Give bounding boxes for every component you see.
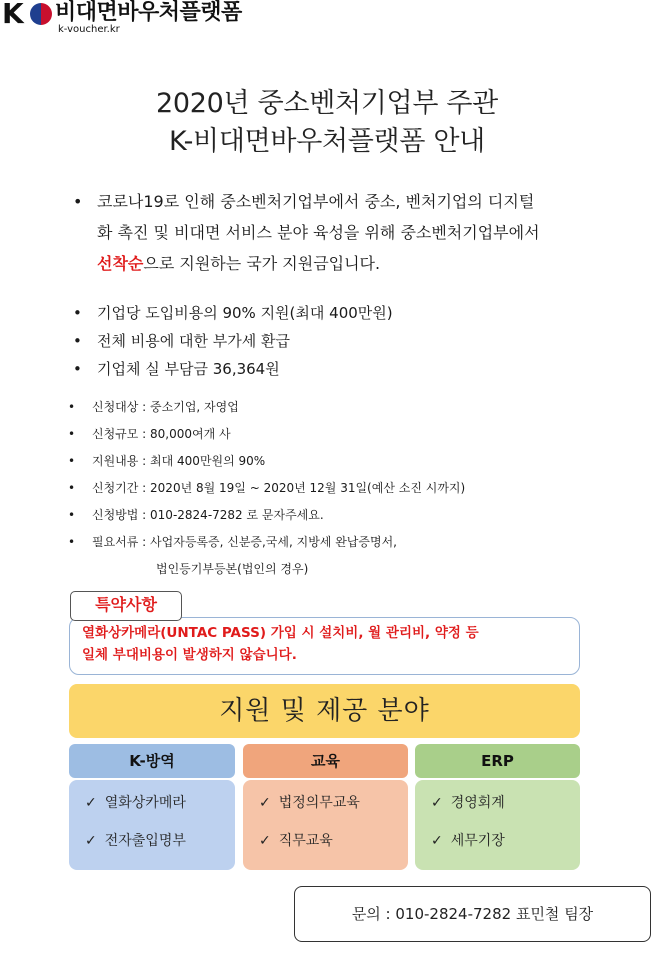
column-erp [415, 780, 580, 870]
notice-label: 특약사항 [70, 591, 182, 621]
intro-highlight: 선착순 [97, 254, 144, 273]
intro-line1: • 코로나19로 인해 중소벤처기업부에서 중소, 벤처기업의 디지털 [97, 192, 535, 211]
intro-bullet [97, 186, 637, 217]
list-item: ✓ 법정의무교육 [259, 795, 360, 811]
notice-text [82, 622, 572, 666]
benefit-item: • 기업체 실 부담금 36,364원 [97, 355, 637, 383]
check-icon: ✓ [431, 795, 443, 811]
taegeuk-icon [30, 3, 52, 25]
detail-item-continued: 법인등기부등본(법인의 경우) [156, 562, 309, 576]
intro-line3 [97, 248, 637, 279]
column-education [243, 780, 408, 870]
column-header-k-bangyeok: K-방역 [69, 744, 235, 778]
logo-url: k-voucher.kr [58, 24, 120, 35]
details-list [92, 394, 632, 583]
list-item: ✓ 열화상카메라 [85, 795, 186, 811]
list-item: ✓ 경영회계 [431, 795, 505, 811]
intro-line2: 화 촉진 및 비대면 서비스 분야 육성을 위해 중소벤처기업부에서 [97, 223, 540, 242]
logo-name: 비대면바우처플랫폼 [55, 0, 242, 25]
detail-item: • 신청기간 : 2020년 8월 19일 ~ 2020년 12월 31일(예산 소진 시까지) [92, 475, 632, 502]
check-icon: ✓ [259, 795, 271, 811]
check-icon: ✓ [85, 795, 97, 811]
logo-mark: K [2, 0, 24, 30]
page-title-line1: 2020년 중소벤처기업부 주관 [156, 88, 498, 119]
column-header-erp: ERP [415, 744, 580, 778]
detail-item: • 신청규모 : 80,000여개 사 [92, 421, 632, 448]
check-icon: ✓ [431, 833, 443, 849]
detail-item: • 신청대상 : 중소기업, 자영업 [92, 394, 632, 421]
notice-line2: 일체 부대비용이 발생하지 않습니다. [82, 647, 297, 663]
list-item: ✓ 세무기장 [431, 833, 505, 849]
benefits-list [97, 299, 637, 383]
detail-item: • 지원내용 : 최대 400만원의 90% [92, 448, 632, 475]
column-k-bangyeok [69, 780, 235, 870]
page-title-line2: K-비대면바우처플랫폼 안내 [169, 126, 485, 157]
benefit-item: • 기업당 도입비용의 90% 지원(최대 400만원) [97, 299, 637, 327]
column-header-education: 교육 [243, 744, 408, 778]
check-icon: ✓ [85, 833, 97, 849]
detail-item: • 신청방법 : 010-2824-7282 로 문자주세요. [92, 502, 632, 529]
list-item: ✓ 직무교육 [259, 833, 333, 849]
contact-box: 문의 : 010-2824-7282 표민철 팀장 [294, 886, 651, 942]
list-item: ✓ 전자출입명부 [85, 833, 186, 849]
detail-item: • 필요서류 : 사업자등록증, 신분증,국세, 지방세 완납증명서, [92, 529, 632, 556]
intro-line3-rest: 으로 지원하는 국가 지원금입니다. [143, 254, 381, 273]
section-title: 지원 및 제공 분야 [69, 684, 580, 738]
intro-paragraph [97, 186, 637, 279]
check-icon: ✓ [259, 833, 271, 849]
benefit-item: • 전체 비용에 대한 부가세 환급 [97, 327, 637, 355]
notice-line1: 열화상카메라(UNTAC PASS) 가입 시 설치비, 월 관리비, 약정 등 [82, 625, 479, 641]
logo [0, 0, 280, 40]
